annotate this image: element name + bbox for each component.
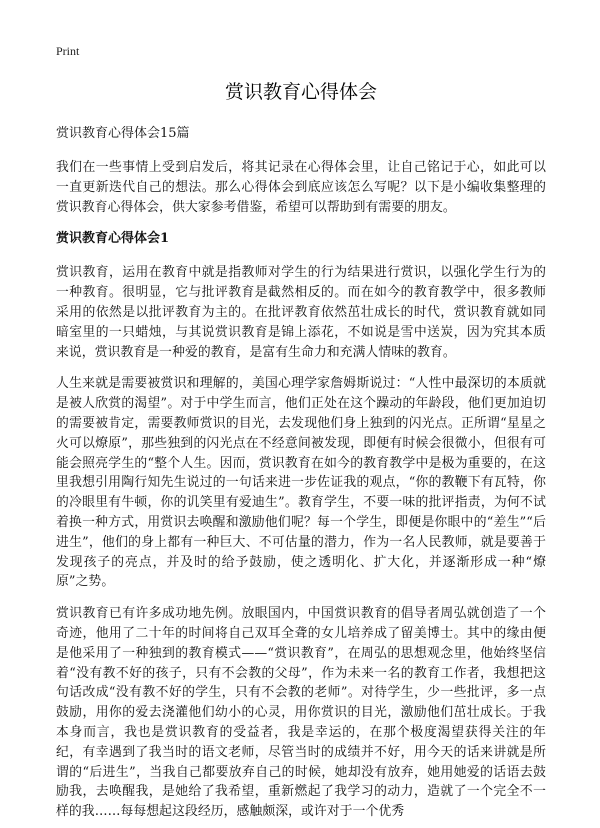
document-title: 赏识教育心得体会 — [224, 81, 377, 103]
body-paragraph: 人生来就是需要被赏识和理解的，美国心理学家詹姆斯说过：“人性中最深切的本质就是被人欣赏的渴望”。对于中学生而言，他们正处在这个躁动的年龄段，他们更加迫切的需要被肯定，需要教师赏识的目光，去发现他们身上独到的闪光点。正所谓“星星之火可以燎原”，那些独到的闪光点在不经意间被发现，即便有时候会很微小，但很有可能会照亮学生的“整个人生。因而，赏识教育在如今的教育教学中是极为重要的，在这里我想引用陶行知先生说过的一句话来进一步佐证我的观点，“你的教鞭下有瓦特，你的冷眼里有牛顿，你的讥笑里有爱迪生”。教育学生，不要一味的批评指责，为何不试着换一种方式，用赏识去唤醒和激励他们呢？每一个学生，即便是你眼中的“差生”“后进生”，他们的身上都有一种巨大、不可估量的潜力，作为一名人民教师，就是要善于发现孩子的亮点，并及时的给予鼓励，使之透明化、扩大化，并逐渐形成一种“燎原”之势。 — [56, 376, 546, 590]
body-paragraph: 赏识教育，运用在教育中就是指教师对学生的行为结果进行赏识，以强化学生行为的一种教育。很明显，它与批评教育是截然相反的。而在如今的教育教学中，很多教师采用的依然是以批评教育为主的。在批评教育依然茁壮成长的时代，赏识教育就如同暗室里的一只蜡烛，与其说赏识教育是锦上添花，不如说是雪中送炭，因为究其本质来说，赏识教育是一种爱的教育，是富有生命力和充满人情味的教育。 — [56, 265, 546, 360]
section-heading: 赏识教育心得体会1 — [56, 231, 170, 247]
print-label[interactable]: Print — [56, 44, 80, 58]
intro-paragraph: 我们在一些事情上受到启发后，将其记录在心得体会里，让自己铭记于心，如此可以一直更新迭代自己的想法。那么心得体会到底应该怎么写呢？以下是小编收集整理的赏识教育心得体会，供大家参考借鉴，希望可以帮助到有需要的朋友。 — [56, 160, 546, 215]
body-paragraph: 赏识教育已有许多成功地先例。放眼国内，中国赏识教育的倡导者周弘就创造了一个奇迹，他用了二十年的时间将自己双耳全聋的女儿培养成了留美博士。其中的缘由便是他采用了一种独到的教育模式——“赏识教育”，在周弘的思想观念里，他始终坚信着“没有教不好的孩子，只有不会教的父母”，作为未来一名的教育工作者，我想把这句话改成“没有教不好的学生，只有不会教的老师”。对待学生，少一些批评，多一点鼓励，用你的爱去浇灌他们幼小的心灵，用你赏识的目光，激励他们茁壮成长。于我本身而言，我也是赏识教育的受益者，我是幸运的，在那个极度渴望获得关注的年纪，有幸遇到了我当时的语文老师，尽管当时的成绩并不好，用今天的话来讲就是所谓的“后进生”，当我自己都要放弃自己的时候，她却没有放弃，她用她爱的话语去鼓励我，去唤醒我，是她给了我希望，重新燃起了我学习的动力，造就了一个完全不一样的我……每每想起这段经历，感触颇深，或许对于一个优秀 — [56, 606, 546, 820]
document-subtitle: 赏识教育心得体会15篇 — [56, 126, 190, 141]
